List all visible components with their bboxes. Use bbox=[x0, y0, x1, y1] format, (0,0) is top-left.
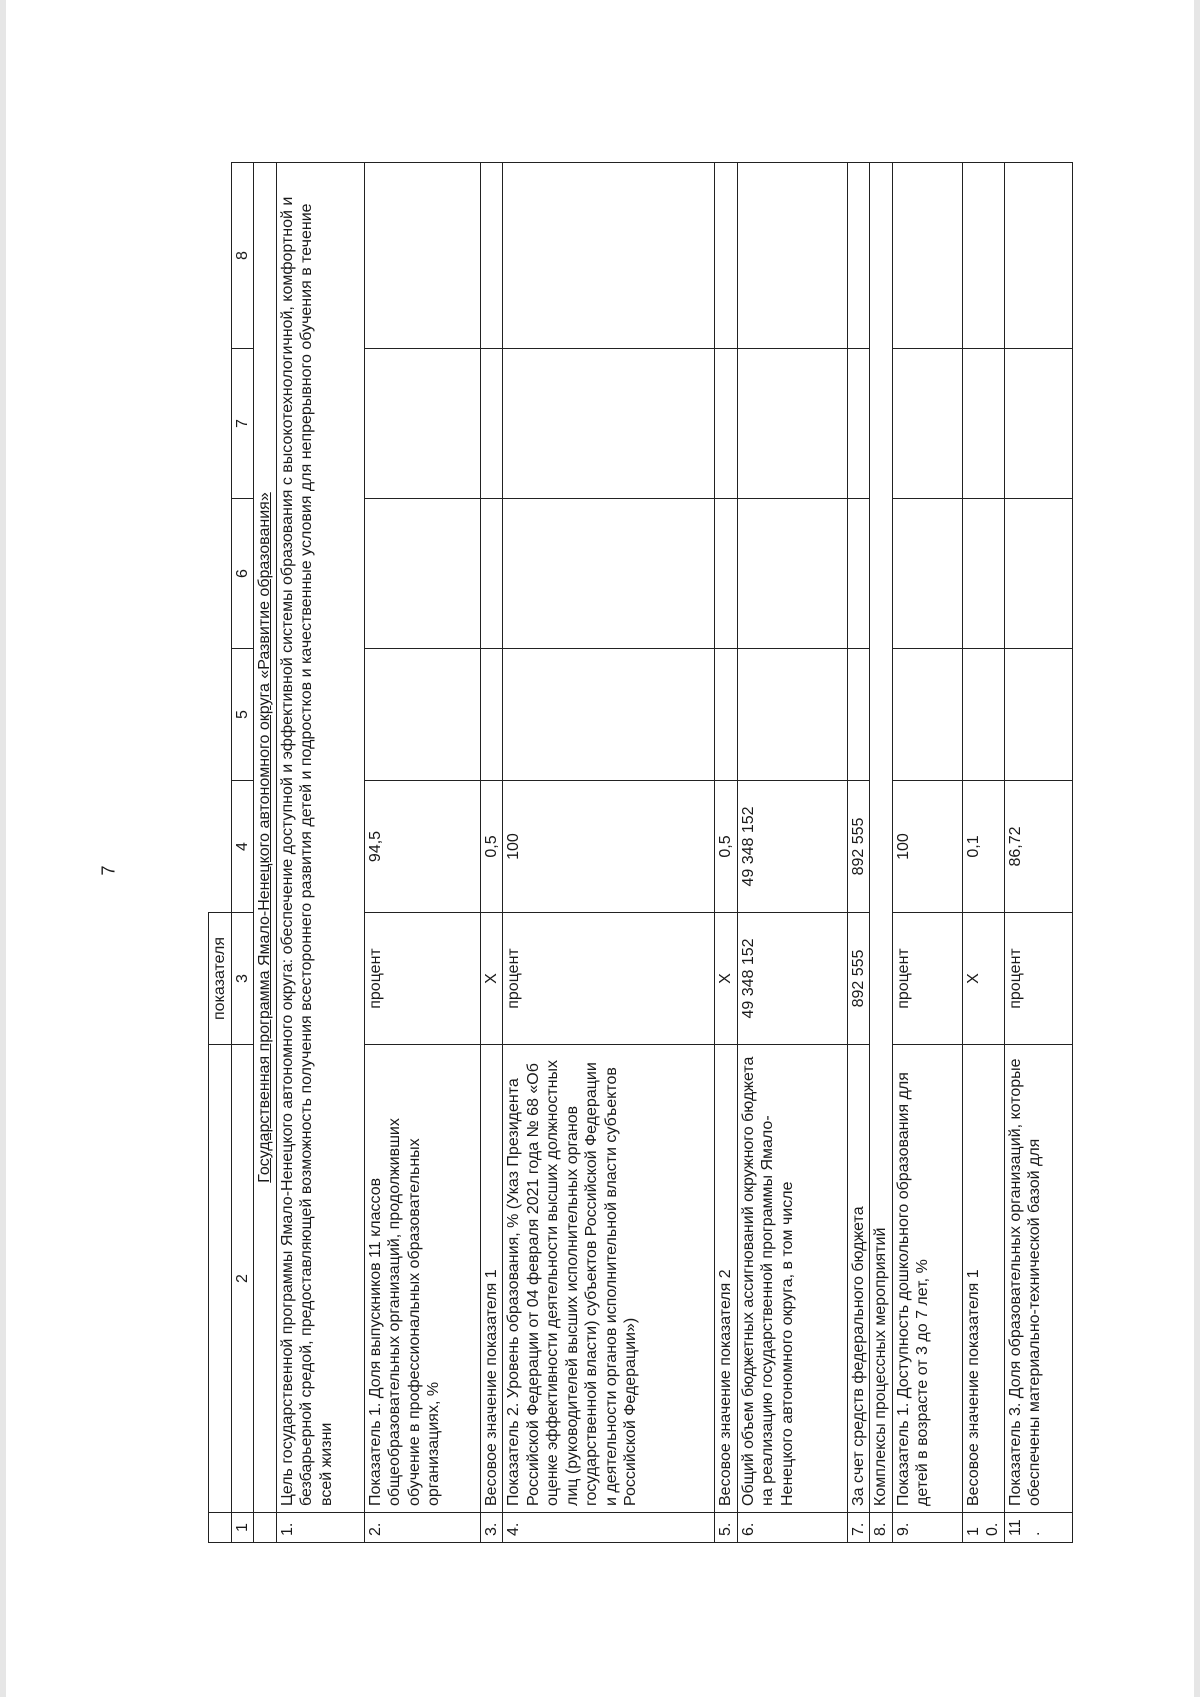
col-number: 6 bbox=[231, 499, 254, 649]
col-number: 5 bbox=[231, 649, 254, 781]
row-value: 0,5 bbox=[480, 781, 503, 913]
row-unit: Х bbox=[480, 913, 503, 1045]
indicators-table bbox=[208, 162, 1073, 1543]
header-label-row bbox=[209, 163, 232, 1543]
row-value: 94,5 bbox=[364, 781, 480, 913]
row-text: Показатель 3. Доля образовательных организаций, которые обеспечены материально-технической базой для bbox=[1004, 1045, 1072, 1513]
row-number: 2. bbox=[364, 1513, 480, 1543]
row-text: Весовое значение показателя 2 bbox=[715, 1045, 738, 1513]
row-text: Общий объем бюджетных ассигнований окружного бюджета на реализацию государственной программы Ямало-Ненецкого автономного округа, в том числе bbox=[737, 1045, 847, 1513]
col-number: 4 bbox=[231, 781, 254, 913]
row-number: 3. bbox=[480, 1513, 503, 1543]
row-text: За счет средств федерального бюджета bbox=[847, 1045, 870, 1513]
table-row bbox=[276, 163, 364, 1543]
table-row bbox=[480, 163, 503, 1543]
row-unit: Х bbox=[962, 913, 1004, 1045]
table-row bbox=[737, 163, 847, 1543]
row-text: Весовое значение показателя 1 bbox=[962, 1045, 1004, 1513]
row-unit: 49 348 152 bbox=[737, 913, 847, 1045]
row-value: 0,1 bbox=[962, 781, 1004, 913]
row-number: 9. bbox=[892, 1513, 962, 1543]
row-number: 11. bbox=[1004, 1513, 1072, 1543]
header-label: показателя bbox=[209, 913, 232, 1045]
column-numbers-row bbox=[231, 163, 254, 1543]
page-number: 7 bbox=[98, 865, 119, 876]
col-number: 3 bbox=[231, 913, 254, 1045]
row-number: 7. bbox=[847, 1513, 870, 1543]
table-row bbox=[503, 163, 715, 1543]
col-number: 1 bbox=[231, 1513, 254, 1543]
scan-edge-right bbox=[1194, 0, 1200, 1697]
row-unit: процент bbox=[364, 913, 480, 1045]
row-unit: процент bbox=[892, 913, 962, 1045]
row-number: 4. bbox=[503, 1513, 715, 1543]
row-number: 6. bbox=[737, 1513, 847, 1543]
row-value: 49 348 152 bbox=[737, 781, 847, 913]
row-number: 10. bbox=[962, 1513, 1004, 1543]
row-value: 892 555 bbox=[847, 781, 870, 913]
row-value: 100 bbox=[503, 781, 715, 913]
row-text: Комплексы процессных мероприятий bbox=[870, 163, 893, 1513]
row-unit: процент bbox=[503, 913, 715, 1045]
col-number: 7 bbox=[231, 349, 254, 499]
row-number: 8. bbox=[870, 1513, 893, 1543]
row-unit: процент bbox=[1004, 913, 1072, 1045]
row-value: 100 bbox=[892, 781, 962, 913]
row-value: 0,5 bbox=[715, 781, 738, 913]
table-row bbox=[847, 163, 870, 1543]
row-text: Показатель 1. Доля выпускников 11 классов общеобразовательных организаций, продолживших обучение в профессиональных образовательных организациях, % bbox=[364, 1045, 480, 1513]
col-number: 8 bbox=[231, 163, 254, 349]
scan-edge-left bbox=[0, 0, 6, 1697]
row-number: 5. bbox=[715, 1513, 738, 1543]
table-row bbox=[870, 163, 893, 1543]
row-text: Показатель 1. Доступность дошкольного образования для детей в возрасте от 3 до 7 лет, % bbox=[892, 1045, 962, 1513]
row-unit: 892 555 bbox=[847, 913, 870, 1045]
table-row bbox=[715, 163, 738, 1543]
program-title-row bbox=[254, 163, 277, 1543]
table-row bbox=[364, 163, 480, 1543]
row-text: Весовое значение показателя 1 bbox=[480, 1045, 503, 1513]
row-value: 86,72 bbox=[1004, 781, 1072, 913]
row-text: Показатель 2. Уровень образования, % (Указ Президента Российской Федерации от 04 февраля 2021 года № 68 «Об оценке эффективности деятельности высших должностных лиц (руководителей высших исполнительных органов государственной власти) субъектов Российской Федерации и деятельности органов исполнительной власти субъектов Российской Федерации») bbox=[503, 1045, 715, 1513]
table-row bbox=[962, 163, 1004, 1543]
rotated-table-container bbox=[208, 163, 1068, 1543]
row-number: 1. bbox=[276, 1513, 364, 1543]
program-title: Государственная программа Ямало-Ненецкого автономного округа «Развитие образования» bbox=[254, 163, 277, 1513]
row-text: Цель государственной программы Ямало-Ненецкого автономного округа: обеспечение доступной и эффективной системы образования с высокотехнологичной, комфортной и безбарьерной средой, предоставляющей возможность получения всестороннего развития детей и подростков и качественные условия для непрерывного обучения в течение всей жизни bbox=[276, 163, 364, 1513]
table-row bbox=[892, 163, 962, 1543]
col-number: 2 bbox=[231, 1045, 254, 1513]
row-unit: Х bbox=[715, 913, 738, 1045]
table-row bbox=[1004, 163, 1072, 1543]
